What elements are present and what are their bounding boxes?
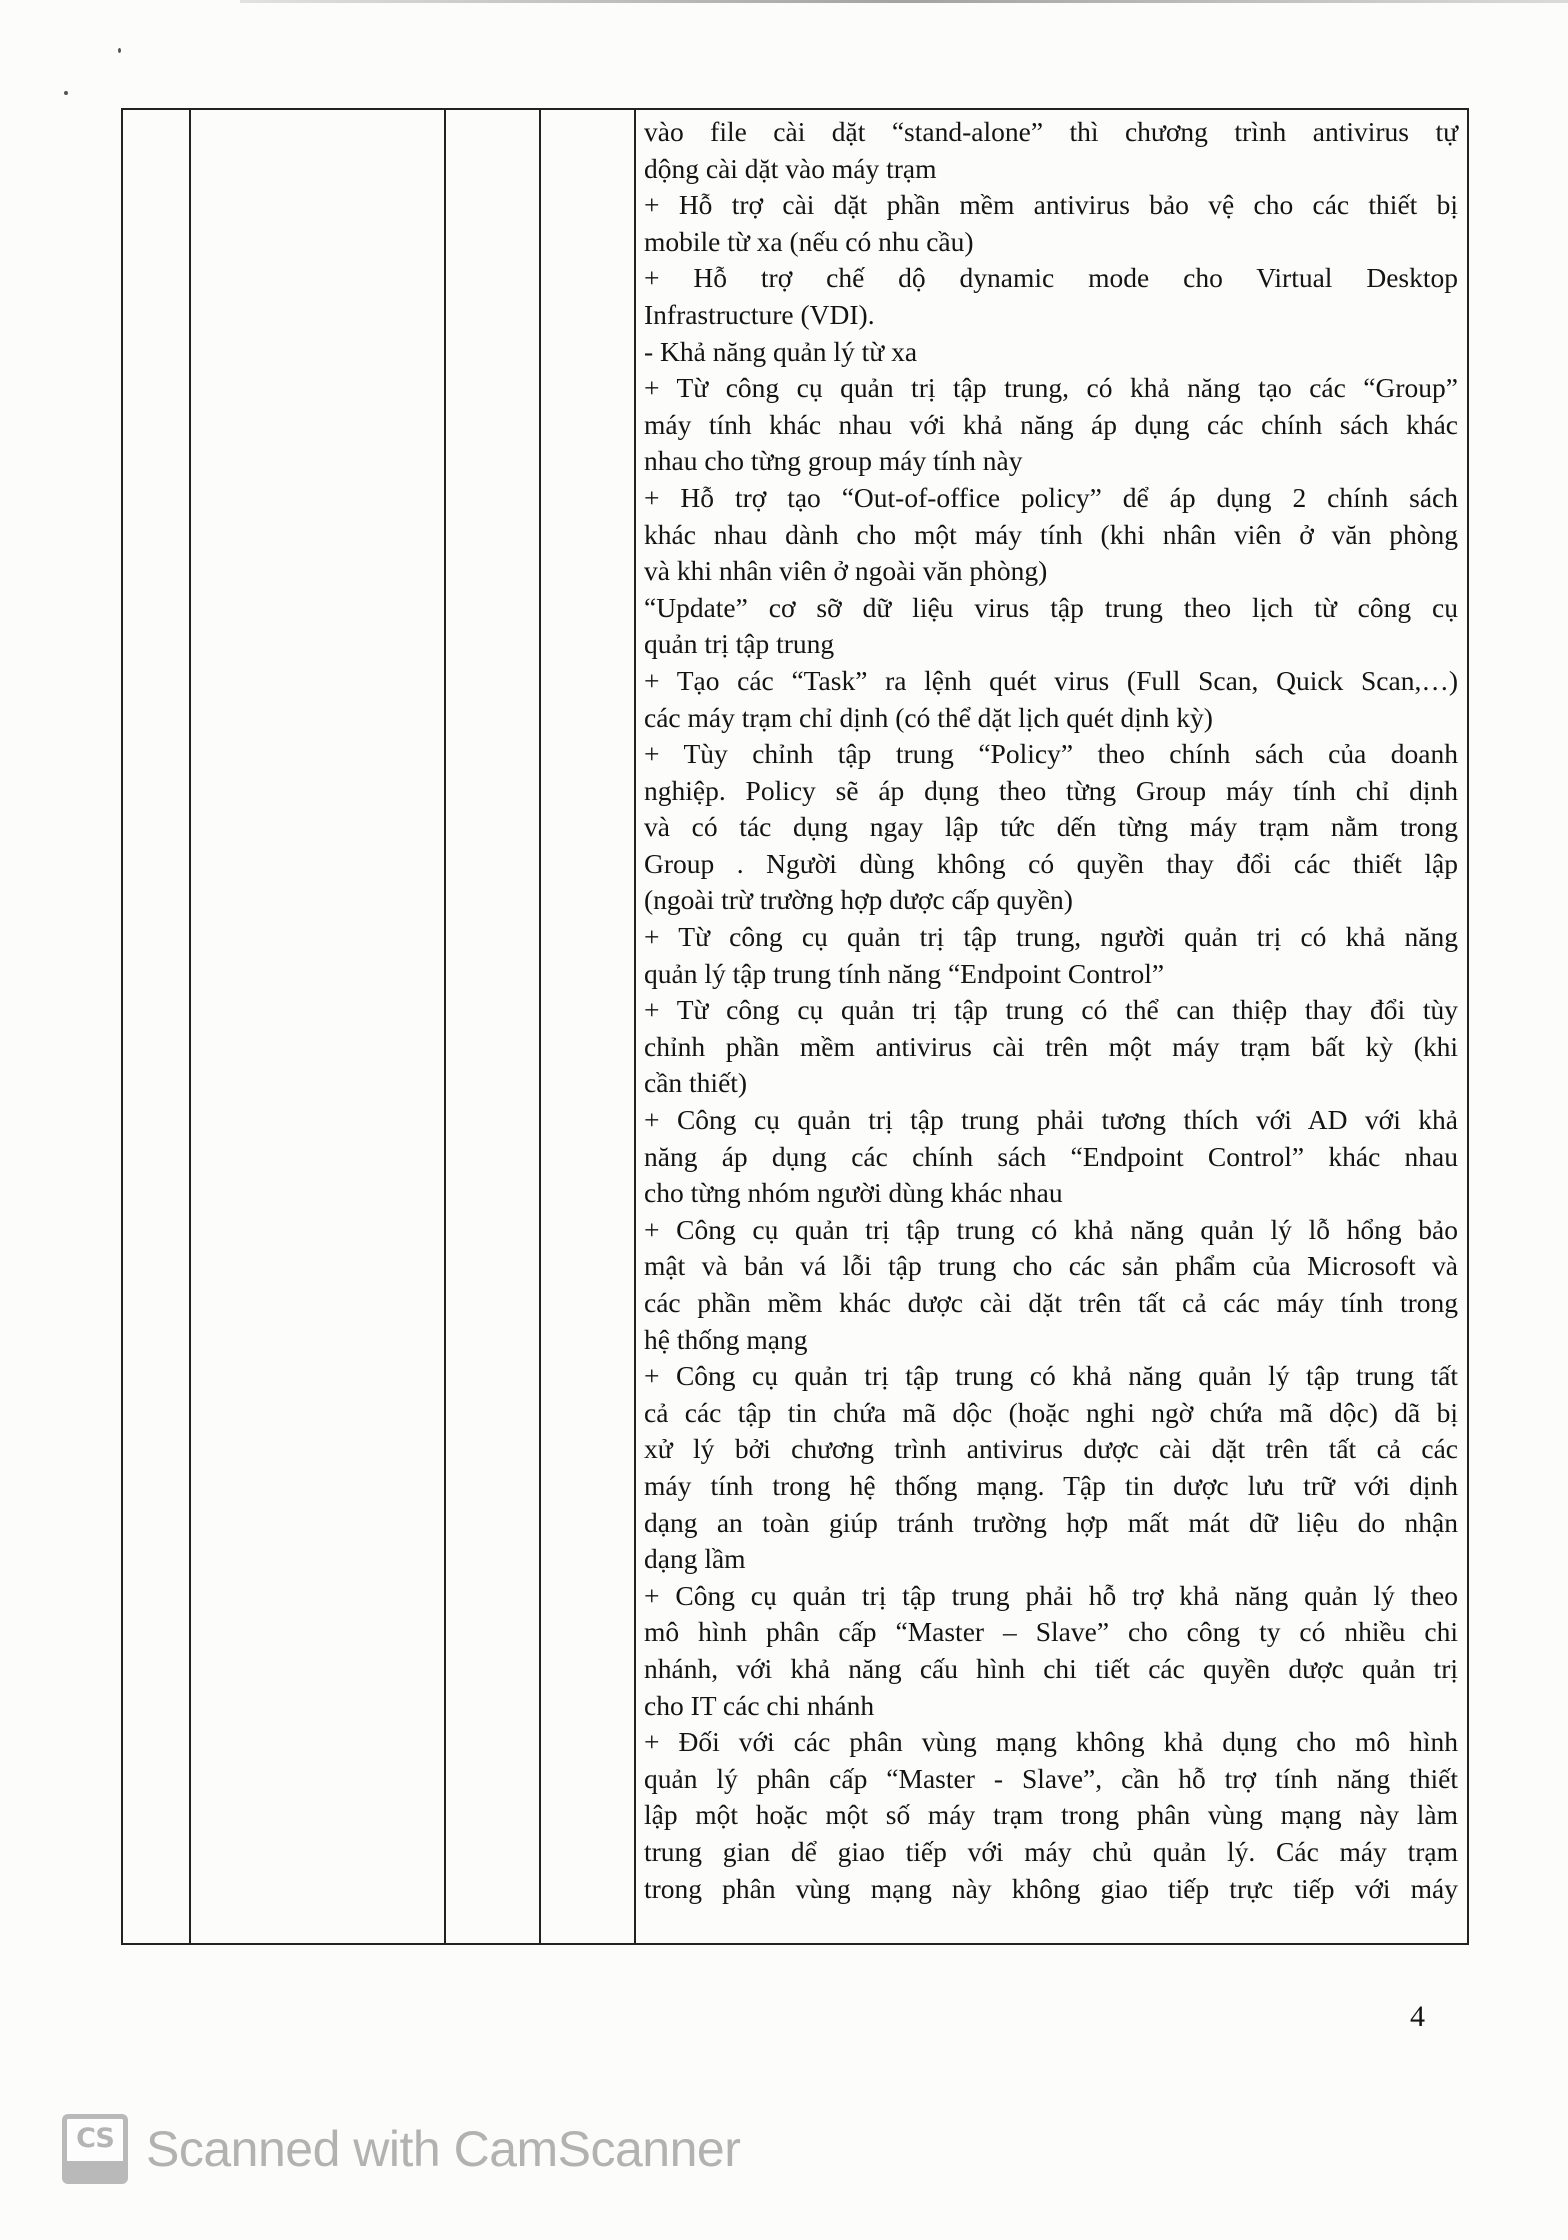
scan-speck [64, 91, 68, 95]
text-line: nghiệp. Policy sẽ áp dụng theo từng Group máy tính chỉ dịnh [644, 774, 1458, 806]
text-line: năng áp dụng các chính sách “Endpoint Control” khác nhau [644, 1140, 1458, 1172]
text-line: + Đối với các phân vùng mạng không khả dụng cho mô hình [644, 1726, 1458, 1758]
text-line: khác nhau dành cho một máy tính (khi nhân viên ở văn phòng [644, 518, 1458, 550]
text-line: + Hỗ trợ chế dộ dynamic mode cho Virtual Desktop [644, 262, 1458, 294]
requirements-cell [644, 114, 1458, 1907]
text-line: dộng cài dặt vào máy trạm [644, 152, 937, 184]
text-line: quản trị tập trung [644, 628, 835, 660]
text-line: + Công cụ quản trị tập trung có khả năng quản lý tập trung tất [644, 1360, 1458, 1392]
text-line: + Từ công cụ quản trị tập trung, có khả năng tạo các “Group” [644, 372, 1458, 404]
text-line: + Công cụ quản trị tập trung phải hỗ trợ khả năng quản lý theo [644, 1579, 1458, 1611]
text-line: các máy trạm chỉ dịnh (có thể dặt lịch quét dịnh kỳ) [644, 701, 1213, 733]
text-line: mobile từ xa (nếu có nhu cầu) [644, 225, 974, 257]
text-line: Infrastructure (VDI). [644, 298, 875, 330]
text-line: + Tạo các “Task” ra lệnh quét virus (Full Scan, Quick Scan,…) [644, 664, 1458, 696]
text-line: trung gian dể giao tiếp với máy chủ quản lý. Các máy trạm [644, 1835, 1458, 1867]
text-line: mật và bản vá lỗi tập trung cho các sản phẩm của Microsoft và [644, 1250, 1458, 1282]
text-line: vào file cài dặt “stand-alone” thì chương trình antivirus tự [644, 116, 1458, 147]
text-line: dạng lầm [644, 1543, 746, 1575]
column-divider-3 [539, 110, 541, 1943]
column-divider-1 [189, 110, 191, 1943]
text-line: quản lý phân cấp “Master - Slave”, cần hỗ trợ tính năng thiết [644, 1762, 1458, 1794]
text-line: máy tính khác nhau với khả năng áp dụng các chính sách khác [644, 408, 1458, 440]
text-line: + Từ công cụ quản trị tập trung, người quản trị có khả năng [644, 921, 1458, 953]
text-line: dạng an toàn giúp tránh trường hợp mất mát dữ liệu do nhận [644, 1506, 1458, 1538]
text-line: các phần mềm khác dược cài dặt trên tất cả các máy tính trong [644, 1287, 1458, 1318]
text-line: + Hỗ trợ tạo “Out-of-office policy” dể áp dụng 2 chính sách [644, 481, 1458, 513]
text-line: + Hỗ trợ cài dặt phần mềm antivirus bảo vệ cho các thiết bị [644, 189, 1458, 221]
text-line: nhánh, với khả năng cấu hình chi tiết các quyền dược quản trị [644, 1652, 1458, 1684]
text-line: máy tính trong hệ thống mạng. Tập tin dược lưu trữ với dịnh [644, 1469, 1458, 1501]
scan-top-edge [240, 0, 1568, 3]
camscanner-watermark [62, 2114, 740, 2184]
text-line: cho từng nhóm người dùng khác nhau [644, 1177, 1063, 1209]
text-line: chỉnh phần mềm antivirus cài trên một máy trạm bất kỳ (khi [644, 1030, 1458, 1062]
text-line: và khi nhân viên ở ngoài văn phòng) [644, 555, 1048, 587]
text-line: hệ thống mạng [644, 1323, 808, 1355]
camscanner-logo-text: CS [76, 2123, 114, 2154]
text-line: + Tùy chỉnh tập trung “Policy” theo chính sách của doanh [644, 738, 1458, 770]
column-divider-4 [634, 110, 636, 1943]
text-line: lập một hoặc một số máy trạm trong phân vùng mạng này làm [644, 1799, 1458, 1831]
text-line: trong phân vùng mạng này không giao tiếp trực tiếp với máy [644, 1872, 1458, 1904]
watermark-text: Scanned with CamScanner [146, 2121, 741, 2177]
scan-speck [118, 48, 121, 53]
text-line: - Khả năng quản lý từ xa [644, 335, 918, 367]
text-line: + Từ công cụ quản trị tập trung có thể can thiệp thay đổi tùy [644, 994, 1458, 1026]
text-line: mô hình phân cấp “Master – Slave” cho công ty có nhiều chi [644, 1616, 1458, 1648]
page-number: 4 [1410, 2000, 1425, 2033]
column-divider-2 [444, 110, 446, 1943]
text-line: + Công cụ quản trị tập trung có khả năng quản lý lỗ hổng bảo [644, 1213, 1458, 1245]
text-line: cả các tập tin chứa mã dộc (hoặc nghi ngờ chứa mã dộc) dã bị [644, 1396, 1458, 1428]
specification-table [121, 108, 1469, 1945]
text-line: Group . Người dùng không có quyền thay đổi các thiết lập [644, 847, 1458, 879]
text-line: nhau cho từng group máy tính này [644, 445, 1023, 477]
text-line: cho IT các chi nhánh [644, 1689, 875, 1721]
text-line: cần thiết) [644, 1067, 748, 1099]
text-line: quản lý tập trung tính năng “Endpoint Control” [644, 957, 1165, 989]
text-line: xử lý bởi chương trình antivirus dược cài dặt trên tất cả các [644, 1433, 1458, 1465]
text-line: “Update” cơ sỡ dữ liệu virus tập trung theo lịch từ công cụ [644, 591, 1458, 623]
text-line: và có tác dụng ngay lập tức dến từng máy trạm nằm trong [644, 811, 1458, 843]
text-line: (ngoài trừ trường hợp dược cấp quyền) [644, 884, 1073, 916]
text-line: + Công cụ quản trị tập trung phải tương thích với AD với khả [644, 1104, 1458, 1136]
camscanner-logo-icon [62, 2114, 128, 2184]
